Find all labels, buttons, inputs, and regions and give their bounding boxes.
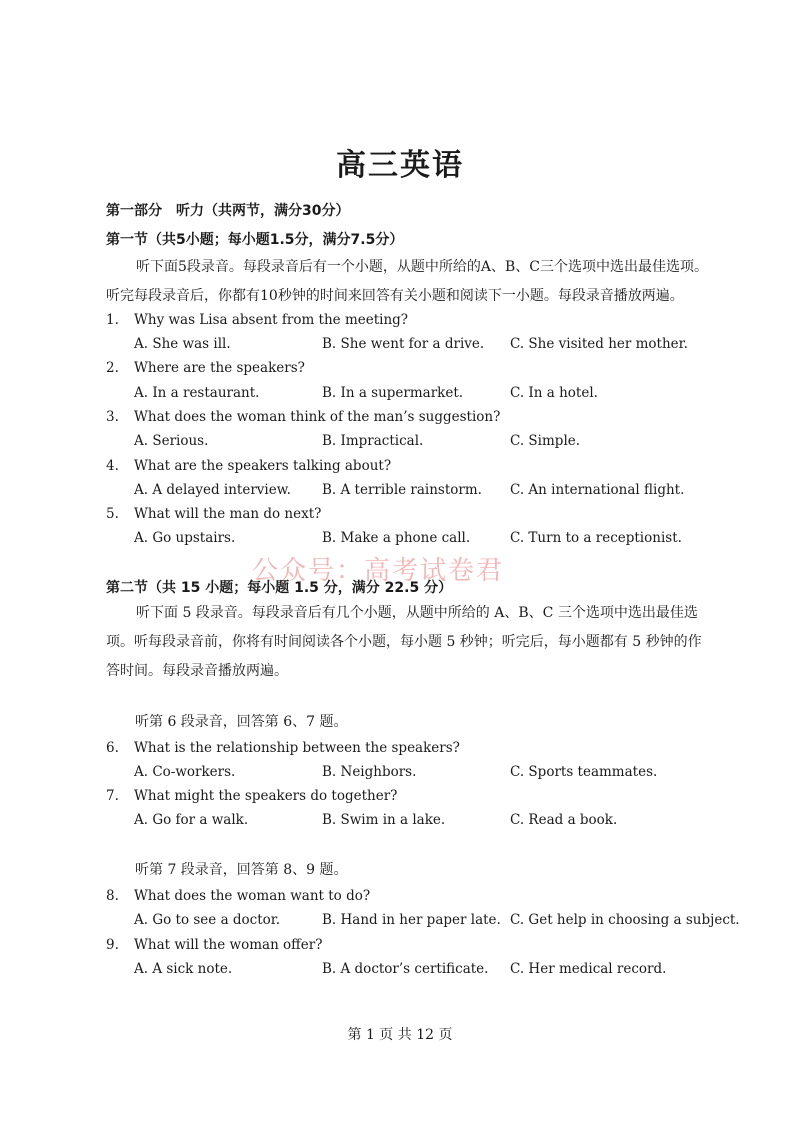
section2-instructions — [106, 599, 704, 686]
option-a: A. Co-workers. — [134, 764, 236, 780]
option-b: B. Hand in her paper late. — [322, 912, 501, 928]
option-a: A. Serious. — [134, 433, 209, 449]
option-c: C. Her medical record. — [510, 961, 667, 977]
option-c: C. An international flight. — [510, 482, 685, 498]
question-number: 3. — [106, 409, 119, 425]
option-b: B. In a supermarket. — [322, 385, 464, 401]
page-title: 高三英语 — [336, 148, 464, 183]
question-number: 2. — [106, 360, 119, 376]
option-b: B. She went for a drive. — [322, 336, 485, 352]
instruction-line: 听下面 5 段录音。每段录音后有几个小题，从题中所给的 A、B、C 三个选项中选出最佳选 — [136, 605, 698, 621]
option-a: A. She was ill. — [134, 336, 231, 352]
instruction-line: 项。听每段录音前，你将有时间阅读各个小题，每小题 5 秒钟；听完后，每小题都有 5 秒钟的作 — [106, 634, 702, 650]
question-number: 8. — [106, 888, 119, 904]
option-b: B. A terrible rainstorm. — [322, 482, 482, 498]
option-a: A. Go upstairs. — [134, 530, 236, 546]
question-text: What are the speakers talking about? — [134, 458, 392, 474]
option-a: A. Go to see a doctor. — [134, 912, 281, 928]
question-number: 4. — [106, 458, 119, 474]
option-a: A. In a restaurant. — [134, 385, 260, 401]
question-text: Where are the speakers? — [134, 360, 305, 376]
option-c: C. In a hotel. — [510, 385, 598, 401]
instruction-line: 听下面5段录音。每段录音后有一个小题，从题中所给的A、B、C三个选项中选出最佳选项。 — [136, 259, 709, 275]
question-number: 9. — [106, 937, 119, 953]
section2-heading: 第二节（共 15 小题；每小题 1.5 分，满分 22.5 分） — [106, 580, 453, 596]
question-text: Why was Lisa absent from the meeting? — [134, 312, 409, 328]
option-b: B. Make a phone call. — [322, 530, 471, 546]
instruction-line: 答时间。每段录音播放两遍。 — [106, 663, 288, 679]
option-c: C. Turn to a receptionist. — [510, 530, 682, 546]
option-b: B. Swim in a lake. — [322, 812, 446, 828]
page-footer: 第 1 页 共 12 页 — [347, 1027, 453, 1043]
question-text: What might the speakers do together? — [134, 788, 398, 804]
part1-heading: 第一部分 听力（共两节，满分30分） — [106, 203, 350, 219]
question-number: 7. — [106, 788, 119, 804]
question-text: What does the woman think of the man’s suggestion? — [134, 409, 501, 425]
watermark: 公众号：高考试卷君 — [252, 556, 505, 586]
instruction-line: 听完每段录音后，你都有10秒钟的时间来回答有关小题和阅读下一小题。每段录音播放两遍。 — [106, 288, 684, 304]
section1-instructions — [106, 253, 709, 311]
group-instruction: 听第 7 段录音，回答第 8、9 题。 — [135, 862, 348, 878]
option-b: B. A doctor’s certificate. — [322, 961, 489, 977]
question-number: 5. — [106, 506, 119, 522]
option-b: B. Neighbors. — [322, 764, 417, 780]
option-c: C. She visited her mother. — [510, 336, 688, 352]
option-a: A. A sick note. — [134, 961, 233, 977]
question-text: What will the man do next? — [134, 506, 322, 522]
option-a: A. Go for a walk. — [134, 812, 249, 828]
question-number: 6. — [106, 740, 119, 756]
option-c: C. Sports teammates. — [510, 764, 658, 780]
question-text: What does the woman want to do? — [134, 888, 371, 904]
question-number: 1. — [106, 312, 119, 328]
section1-heading: 第一节（共5小题；每小题1.5分，满分7.5分） — [106, 232, 404, 248]
question-text: What is the relationship between the speakers? — [134, 740, 460, 756]
option-c: C. Simple. — [510, 433, 581, 449]
option-a: A. A delayed interview. — [134, 482, 291, 498]
question-text: What will the woman offer? — [134, 937, 323, 953]
option-c: C. Get help in choosing a subject. — [510, 912, 740, 928]
group-instruction: 听第 6 段录音，回答第 6、7 题。 — [135, 714, 348, 730]
option-c: C. Read a book. — [510, 812, 618, 828]
option-b: B. Impractical. — [322, 433, 424, 449]
